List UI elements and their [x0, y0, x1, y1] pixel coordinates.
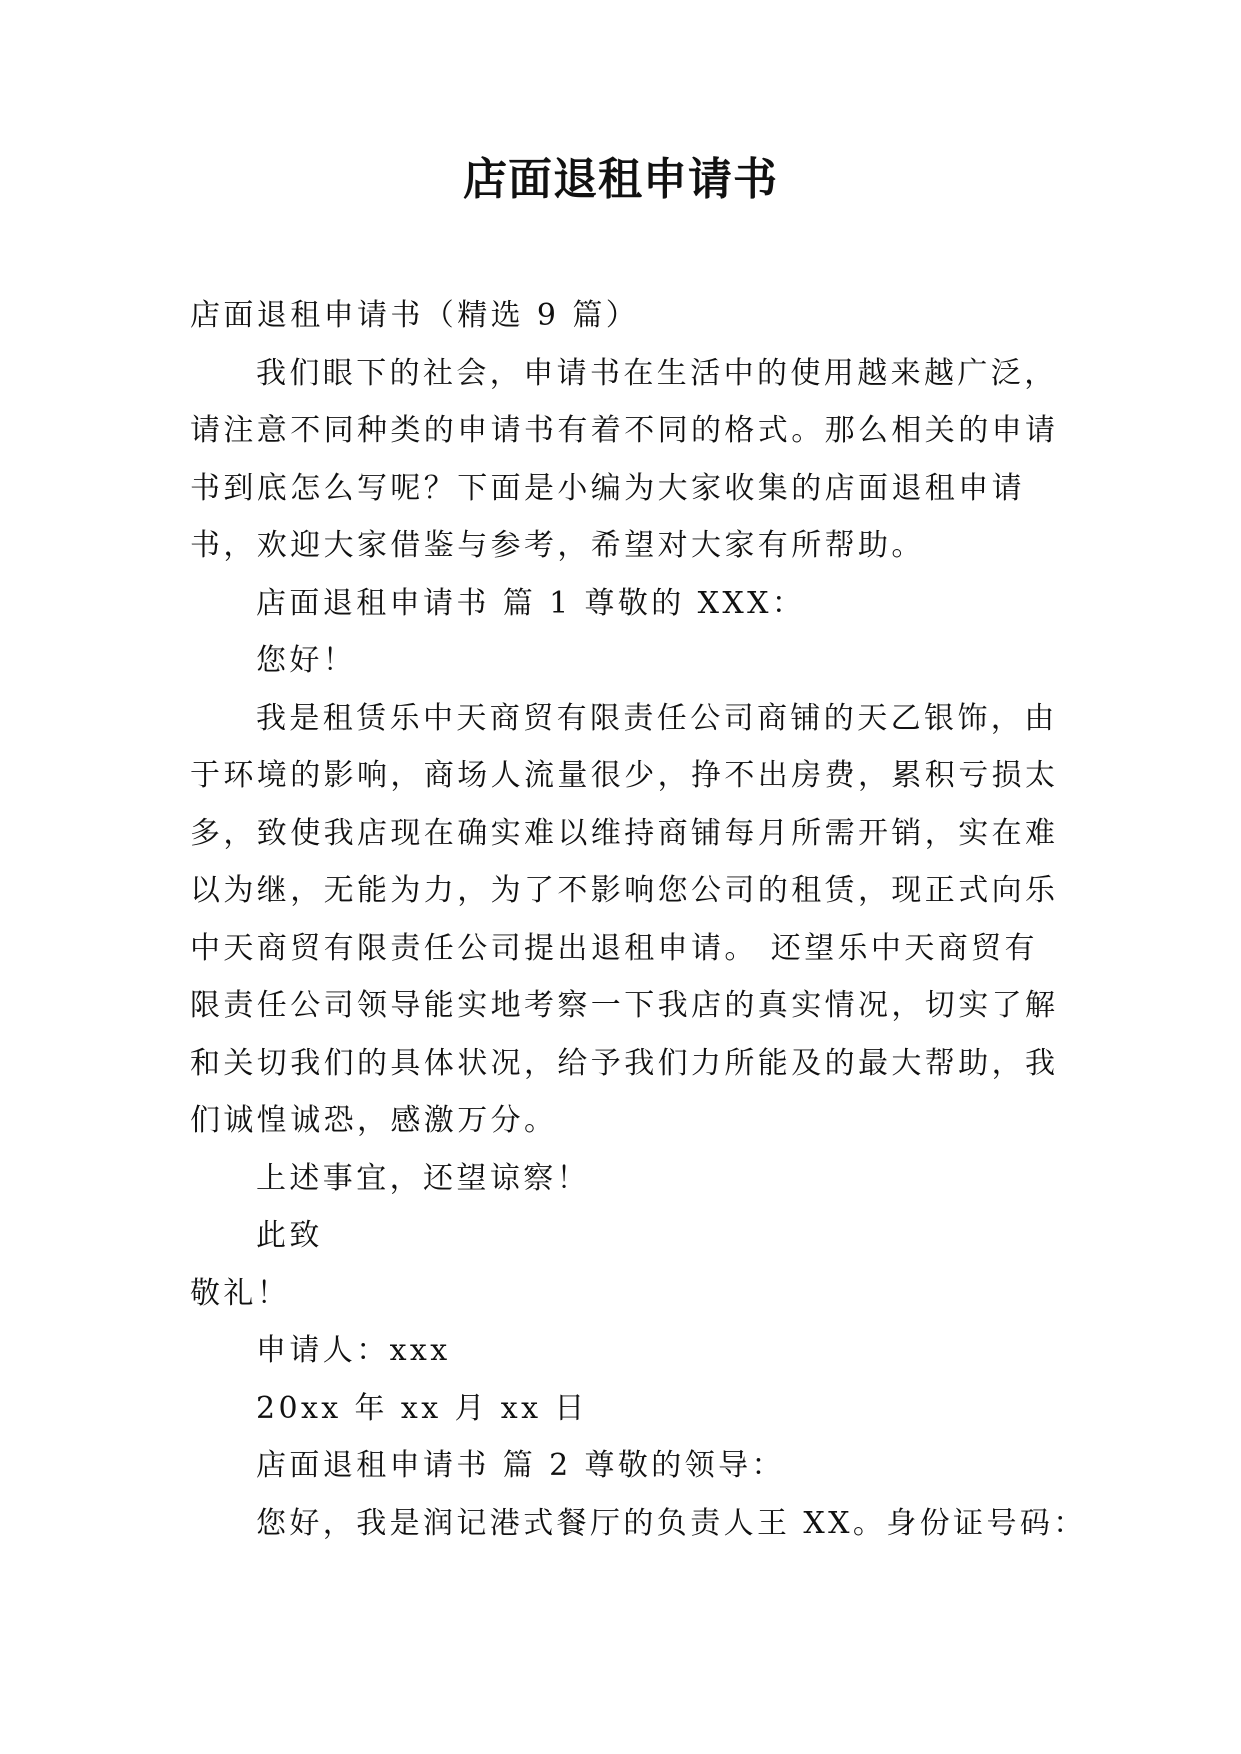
- paragraph: [190, 1380, 1060, 1438]
- text-line: 多，致使我店现在确实难以维持商铺每月所需开销，实在难: [190, 815, 1059, 851]
- text-line: 中天商贸有限责任公司提出退租申请。 还望乐中天商贸有: [190, 930, 1038, 966]
- paragraph: [190, 632, 1060, 690]
- text-line: 请注意不同种类的申请书有着不同的格式。那么相关的申请: [190, 413, 1059, 448]
- text-line: 店面退租申请书（精选 9 篇）: [190, 298, 640, 333]
- text-line: 于环境的影响，商场人流量很少，挣不出房费，累积亏损太: [190, 758, 1059, 793]
- paragraph: [190, 1265, 1060, 1323]
- paragraph: [190, 1207, 1060, 1265]
- paragraph: [190, 287, 1060, 345]
- text-line: 书，欢迎大家借鉴与参考，希望对大家有所帮助。: [190, 528, 925, 563]
- paragraph: [190, 345, 1060, 575]
- text-line: 20xx 年 xx 月 xx 日: [256, 1390, 588, 1426]
- text-line: 限责任公司领导能实地考察一下我店的真实情况，切实了解: [190, 988, 1059, 1023]
- paragraph: [190, 1437, 1060, 1495]
- text-line: 您好，我是润记港式餐厅的负责人王 XX。身份证号码：: [256, 1505, 1087, 1541]
- text-line: 您好！: [256, 643, 357, 678]
- text-line: 上述事宜，还望谅察！: [256, 1160, 590, 1196]
- paragraph: [190, 575, 1060, 633]
- paragraph: [190, 1150, 1060, 1208]
- text-line: 和关切我们的具体状况，给予我们力所能及的最大帮助，我: [190, 1045, 1059, 1081]
- text-line: 书到底怎么写呢？下面是小编为大家收集的店面退租申请: [190, 470, 1025, 506]
- text-line: 申请人：xxx: [256, 1333, 451, 1368]
- document-title: 店面退租申请书: [463, 154, 778, 205]
- text-line: 敬礼！: [190, 1275, 291, 1311]
- text-line: 以为继，无能为力，为了不影响您公司的租赁，现正式向乐: [190, 873, 1059, 908]
- text-line: 们诚惶诚恐，感激万分。: [190, 1103, 558, 1138]
- paragraph: [190, 1322, 1060, 1380]
- text-line: 店面退租申请书 篇 2 尊敬的领导：: [256, 1448, 785, 1483]
- paragraph: [190, 1495, 1087, 1553]
- text-line: 我们眼下的社会，申请书在生活中的使用越来越广泛，: [256, 355, 1058, 391]
- document-body: [190, 287, 1087, 1552]
- paragraph: [190, 690, 1060, 1150]
- text-line: 我是租赁乐中天商贸有限责任公司商铺的天乙银饰，由: [256, 700, 1058, 736]
- text-line: 店面退租申请书 篇 1 尊敬的 XXX：: [256, 585, 806, 621]
- text-line: 此致: [256, 1218, 323, 1253]
